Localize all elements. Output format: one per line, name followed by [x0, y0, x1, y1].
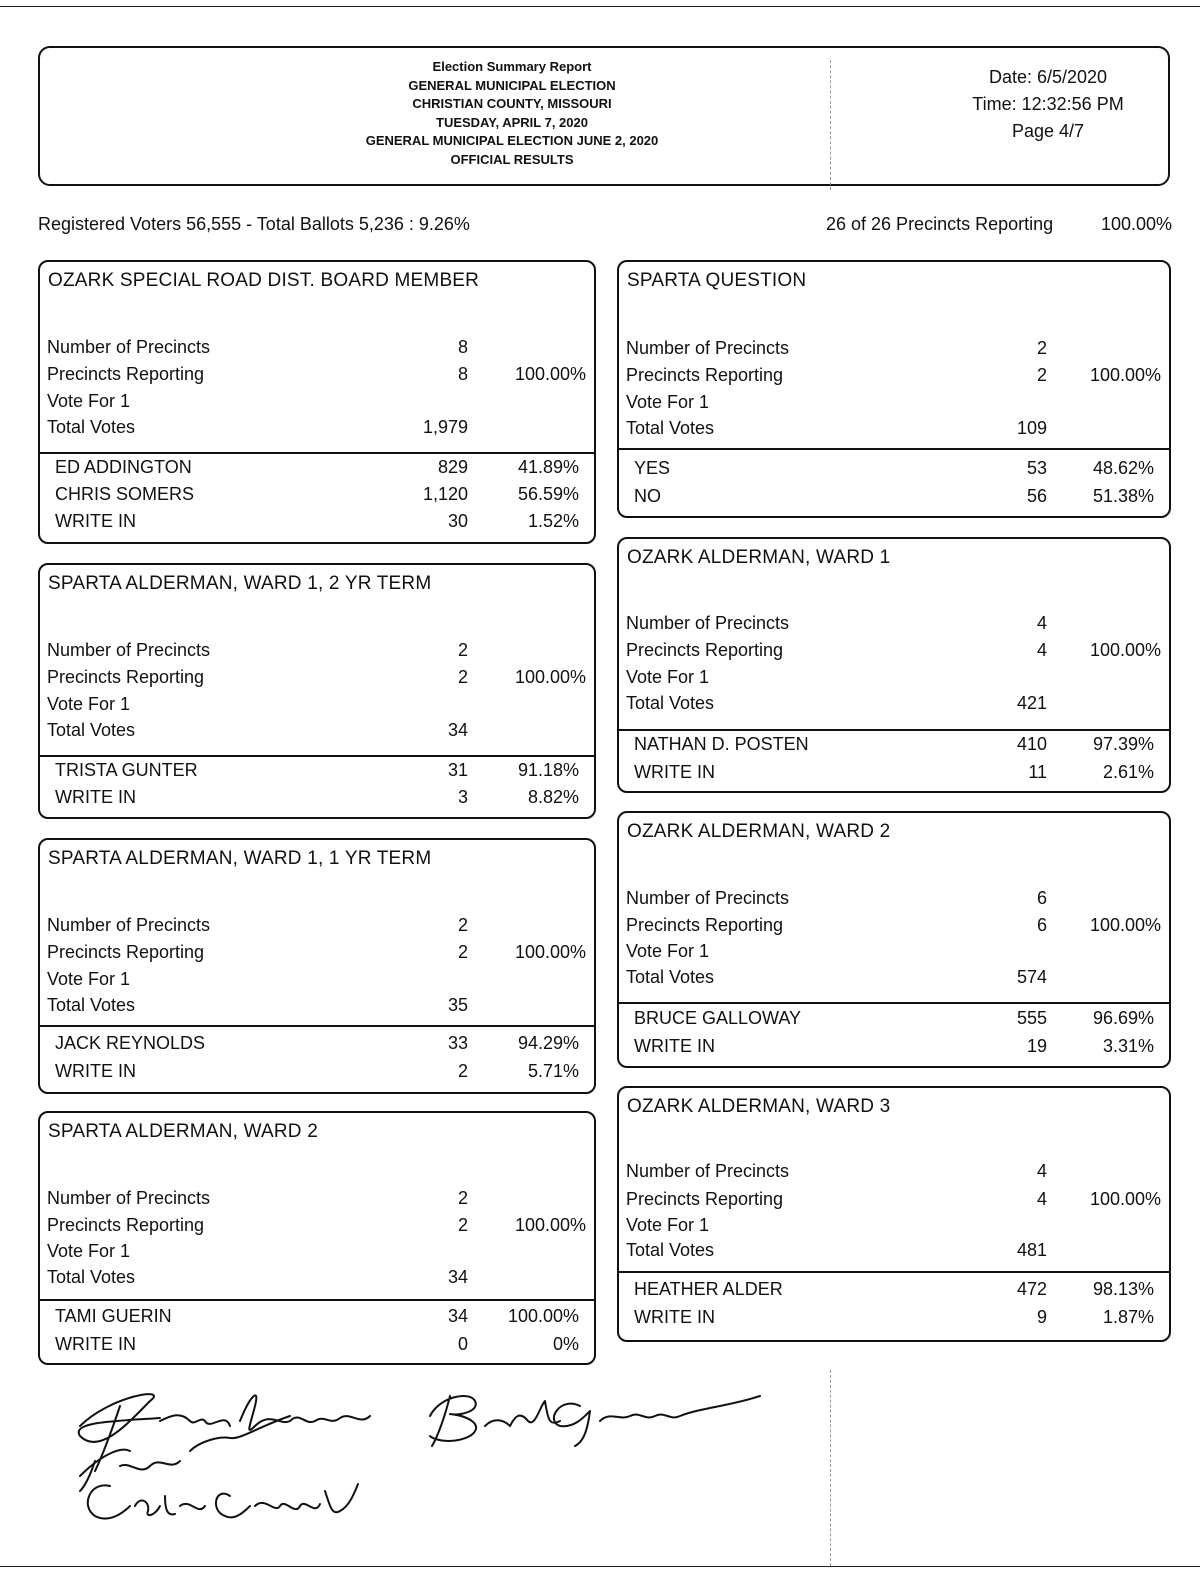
candidate-name: NATHAN D. POSTEN [634, 734, 809, 754]
precincts-reporting-row [619, 637, 1169, 663]
candidate-row [619, 483, 1169, 509]
total-votes-row [619, 1237, 1169, 1263]
row-value: 421 [1016, 693, 1047, 713]
row-percent: 100.00% [514, 1215, 586, 1235]
row-value: 1,979 [422, 417, 468, 437]
candidate-name: YES [634, 458, 671, 478]
candidate-row [619, 1276, 1169, 1302]
candidate-votes: 9 [1036, 1307, 1047, 1327]
candidate-name: CHRIS SOMERS [55, 484, 195, 504]
signature-4 [88, 1484, 358, 1519]
race-title: SPARTA ALDERMAN, WARD 1, 2 YR TERM [48, 573, 432, 594]
candidate-name: NO [634, 486, 661, 506]
candidate-row [40, 784, 594, 810]
row-value: 8 [457, 337, 468, 357]
row-label: Vote For 1 [626, 941, 710, 961]
candidate-row [40, 1303, 594, 1329]
candidate-votes: 30 [447, 511, 468, 531]
race-box-ozark-alderman-ward-1 [617, 537, 1171, 793]
candidate-row [40, 757, 594, 783]
row-label: Number of Precincts [626, 888, 790, 908]
candidate-row [619, 455, 1169, 481]
candidate-name: HEATHER ALDER [634, 1279, 783, 1299]
candidate-percent: 1.87% [1102, 1307, 1154, 1327]
row-label: Number of Precincts [47, 915, 211, 935]
total-votes-row [40, 1264, 594, 1290]
candidate-percent: 3.31% [1102, 1036, 1154, 1056]
row-label: Total Votes [47, 995, 136, 1015]
vote-for-row [40, 966, 594, 992]
row-label: Total Votes [47, 417, 136, 437]
num-precincts-row [40, 334, 594, 360]
report-time: Time: 12:32:56 PM [972, 94, 1124, 114]
precincts-reporting-row [619, 1186, 1169, 1212]
candidate-name: TRISTA GUNTER [55, 760, 198, 780]
candidate-votes: 31 [447, 760, 468, 780]
row-percent: 100.00% [514, 942, 586, 962]
race-box-ozark-alderman-ward-2 [617, 811, 1171, 1068]
row-value: 109 [1016, 418, 1047, 438]
race-box-sparta-alderman-ward-1-2-yr-term [38, 563, 596, 819]
total-votes-row [40, 414, 594, 440]
candidate-votes: 829 [437, 457, 468, 477]
candidate-votes: 33 [447, 1033, 468, 1053]
candidate-percent: 0% [552, 1334, 579, 1354]
candidate-row [619, 1304, 1169, 1330]
vote-for-row [619, 389, 1169, 415]
row-label: Precincts Reporting [626, 915, 784, 935]
bottom-border-line [0, 1566, 1200, 1567]
candidate-name: WRITE IN [634, 1036, 715, 1056]
signatures [40, 1366, 840, 1566]
results-divider [40, 1025, 594, 1027]
row-percent: 100.00% [514, 667, 586, 687]
candidate-row [40, 1331, 594, 1357]
candidate-votes: 34 [447, 1306, 468, 1326]
report-header-titles [40, 58, 984, 169]
candidate-row [40, 508, 594, 534]
row-label: Precincts Reporting [626, 1189, 784, 1209]
precincts-summary [826, 214, 1172, 235]
candidate-name: JACK REYNOLDS [55, 1033, 206, 1053]
candidate-name: WRITE IN [55, 1334, 136, 1354]
precincts-reporting-row [40, 664, 594, 690]
signature-1 [79, 1394, 370, 1471]
vote-for-row [619, 1212, 1169, 1238]
candidate-percent: 48.62% [1092, 458, 1154, 478]
row-value: 2 [1036, 338, 1047, 358]
total-votes-row [619, 415, 1169, 441]
candidate-row [619, 1005, 1169, 1031]
candidate-percent: 41.89% [517, 457, 579, 477]
row-value: 4 [1036, 640, 1047, 660]
row-label: Number of Precincts [626, 338, 790, 358]
row-value: 2 [457, 667, 468, 687]
election-subtitle: GENERAL MUNICIPAL ELECTION JUNE 2, 2020 [365, 133, 659, 148]
num-precincts-row [40, 637, 594, 663]
row-value: 2 [457, 915, 468, 935]
row-label: Precincts Reporting [47, 1215, 205, 1235]
report-meta [938, 64, 1158, 145]
election-name: GENERAL MUNICIPAL ELECTION [408, 77, 616, 93]
row-value: 4 [1036, 1161, 1047, 1181]
race-title: OZARK SPECIAL ROAD DIST. BOARD MEMBER [48, 270, 480, 291]
row-label: Total Votes [626, 967, 715, 987]
row-value: 2 [1036, 365, 1047, 385]
row-percent: 100.00% [1089, 640, 1161, 660]
row-percent: 100.00% [514, 364, 586, 384]
precincts-reporting-text: 26 of 26 Precincts Reporting [826, 214, 1054, 234]
row-label: Vote For 1 [47, 1241, 131, 1261]
candidate-row [619, 759, 1169, 785]
fold-line [830, 60, 831, 190]
row-label: Number of Precincts [626, 1161, 790, 1181]
num-precincts-row [619, 885, 1169, 911]
num-precincts-row [619, 335, 1169, 361]
candidate-votes: 19 [1026, 1036, 1047, 1056]
num-precincts-row [40, 912, 594, 938]
total-votes-row [619, 690, 1169, 716]
vote-for-row [40, 691, 594, 717]
report-date: Date: 6/5/2020 [988, 67, 1108, 87]
page-number: Page 4/7 [1011, 121, 1085, 141]
num-precincts-row [619, 1158, 1169, 1184]
candidate-row [619, 1033, 1169, 1059]
registered-voters-summary: Registered Voters 56,555 - Total Ballots 5,236 : 9.26% [38, 214, 470, 234]
results-divider [619, 1271, 1169, 1273]
row-value: 2 [457, 942, 468, 962]
row-label: Vote For 1 [626, 392, 710, 412]
row-percent: 100.00% [1089, 1189, 1161, 1209]
vote-for-row [619, 938, 1169, 964]
candidate-percent: 51.38% [1092, 486, 1154, 506]
candidate-votes: 2 [457, 1061, 468, 1081]
row-value: 8 [457, 364, 468, 384]
candidate-votes: 56 [1026, 486, 1047, 506]
row-label: Number of Precincts [47, 337, 211, 357]
results-divider [619, 448, 1169, 450]
candidate-percent: 91.18% [517, 760, 579, 780]
candidate-percent: 2.61% [1102, 762, 1154, 782]
row-label: Total Votes [626, 418, 715, 438]
num-precincts-row [40, 1185, 594, 1211]
row-value: 4 [1036, 613, 1047, 633]
row-label: Precincts Reporting [47, 942, 205, 962]
row-label: Number of Precincts [626, 613, 790, 633]
row-label: Total Votes [626, 1240, 715, 1260]
candidate-percent: 56.59% [517, 484, 579, 504]
race-box-sparta-question [617, 260, 1171, 518]
precincts-reporting-row [40, 361, 594, 387]
row-label: Vote For 1 [47, 391, 131, 411]
candidate-row [40, 454, 594, 480]
race-box-sparta-alderman-ward-1-1-yr-term [38, 838, 596, 1094]
report-type: Election Summary Report [432, 59, 592, 74]
row-label: Number of Precincts [47, 640, 211, 660]
race-title: SPARTA QUESTION [627, 270, 807, 291]
row-label: Vote For 1 [47, 969, 131, 989]
race-title: OZARK ALDERMAN, WARD 3 [627, 1096, 891, 1117]
results-status: OFFICIAL RESULTS [450, 151, 574, 167]
candidate-votes: 3 [457, 787, 468, 807]
row-label: Vote For 1 [47, 694, 131, 714]
candidate-votes: 472 [1016, 1279, 1047, 1299]
candidate-percent: 97.39% [1092, 734, 1154, 754]
vote-for-row [40, 1238, 594, 1264]
precincts-reporting-row [619, 912, 1169, 938]
total-votes-row [40, 992, 594, 1018]
results-divider [619, 1002, 1169, 1004]
candidate-percent: 94.29% [517, 1033, 579, 1053]
total-votes-row [619, 964, 1169, 990]
candidate-name: WRITE IN [55, 511, 136, 531]
row-label: Vote For 1 [626, 667, 710, 687]
row-value: 2 [457, 1215, 468, 1235]
precincts-reporting-pct: 100.00% [1100, 214, 1172, 234]
row-label: Total Votes [47, 720, 136, 740]
row-label: Vote For 1 [626, 1215, 710, 1235]
county-name: CHRISTIAN COUNTY, MISSOURI [412, 96, 612, 111]
signature-3 [80, 1416, 290, 1491]
race-box-ozark-special-road-dist-board-member [38, 260, 596, 544]
signature-2 [430, 1396, 760, 1446]
candidate-name: WRITE IN [55, 1061, 136, 1081]
candidate-votes: 1,120 [422, 484, 468, 504]
vote-for-row [40, 388, 594, 414]
race-title: OZARK ALDERMAN, WARD 2 [627, 821, 891, 842]
candidate-name: TAMI GUERIN [55, 1306, 172, 1326]
row-value: 35 [447, 995, 468, 1015]
row-label: Precincts Reporting [47, 667, 205, 687]
candidate-votes: 555 [1016, 1008, 1047, 1028]
num-precincts-row [619, 610, 1169, 636]
row-label: Total Votes [626, 693, 715, 713]
candidate-name: WRITE IN [634, 1307, 715, 1327]
report-header-box [38, 46, 1170, 186]
race-box-ozark-alderman-ward-3 [617, 1086, 1171, 1342]
candidate-name: WRITE IN [634, 762, 715, 782]
race-title: SPARTA ALDERMAN, WARD 2 [48, 1121, 318, 1142]
total-votes-row [40, 717, 594, 743]
race-title: SPARTA ALDERMAN, WARD 1, 1 YR TERM [48, 848, 432, 869]
precincts-reporting-row [619, 362, 1169, 388]
row-label: Precincts Reporting [626, 640, 784, 660]
race-box-sparta-alderman-ward-2 [38, 1111, 596, 1365]
row-label: Total Votes [47, 1267, 136, 1287]
candidate-percent: 5.71% [527, 1061, 579, 1081]
results-divider [40, 1299, 594, 1301]
candidate-name: BRUCE GALLOWAY [634, 1008, 802, 1028]
candidate-percent: 8.82% [527, 787, 579, 807]
row-percent: 100.00% [1089, 365, 1161, 385]
row-value: 481 [1016, 1240, 1047, 1260]
row-value: 2 [457, 1188, 468, 1208]
vote-for-row [619, 664, 1169, 690]
row-value: 6 [1036, 915, 1047, 935]
row-value: 34 [447, 720, 468, 740]
row-label: Precincts Reporting [626, 365, 784, 385]
candidate-percent: 98.13% [1092, 1279, 1154, 1299]
candidate-row [619, 731, 1169, 757]
candidate-row [40, 481, 594, 507]
candidate-percent: 96.69% [1092, 1008, 1154, 1028]
candidate-votes: 53 [1026, 458, 1047, 478]
candidate-name: ED ADDINGTON [55, 457, 192, 477]
candidate-percent: 1.52% [527, 511, 579, 531]
row-label: Precincts Reporting [47, 364, 205, 384]
candidate-percent: 100.00% [507, 1306, 579, 1326]
precincts-reporting-row [40, 1212, 594, 1238]
row-label: Number of Precincts [47, 1188, 211, 1208]
row-value: 6 [1036, 888, 1047, 908]
top-border-line [0, 6, 1200, 7]
election-date: TUESDAY, APRIL 7, 2020 [436, 114, 588, 130]
candidate-votes: 11 [1028, 762, 1047, 782]
race-title: OZARK ALDERMAN, WARD 1 [627, 547, 891, 568]
row-value: 2 [457, 640, 468, 660]
candidate-row [40, 1058, 594, 1084]
row-value: 574 [1016, 967, 1047, 987]
row-value: 4 [1036, 1189, 1047, 1209]
candidate-votes: 0 [457, 1334, 468, 1354]
row-percent: 100.00% [1089, 915, 1161, 935]
candidate-row [40, 1030, 594, 1056]
candidate-votes: 410 [1016, 734, 1047, 754]
precincts-reporting-row [40, 939, 594, 965]
candidate-name: WRITE IN [55, 787, 136, 807]
row-value: 34 [447, 1267, 468, 1287]
